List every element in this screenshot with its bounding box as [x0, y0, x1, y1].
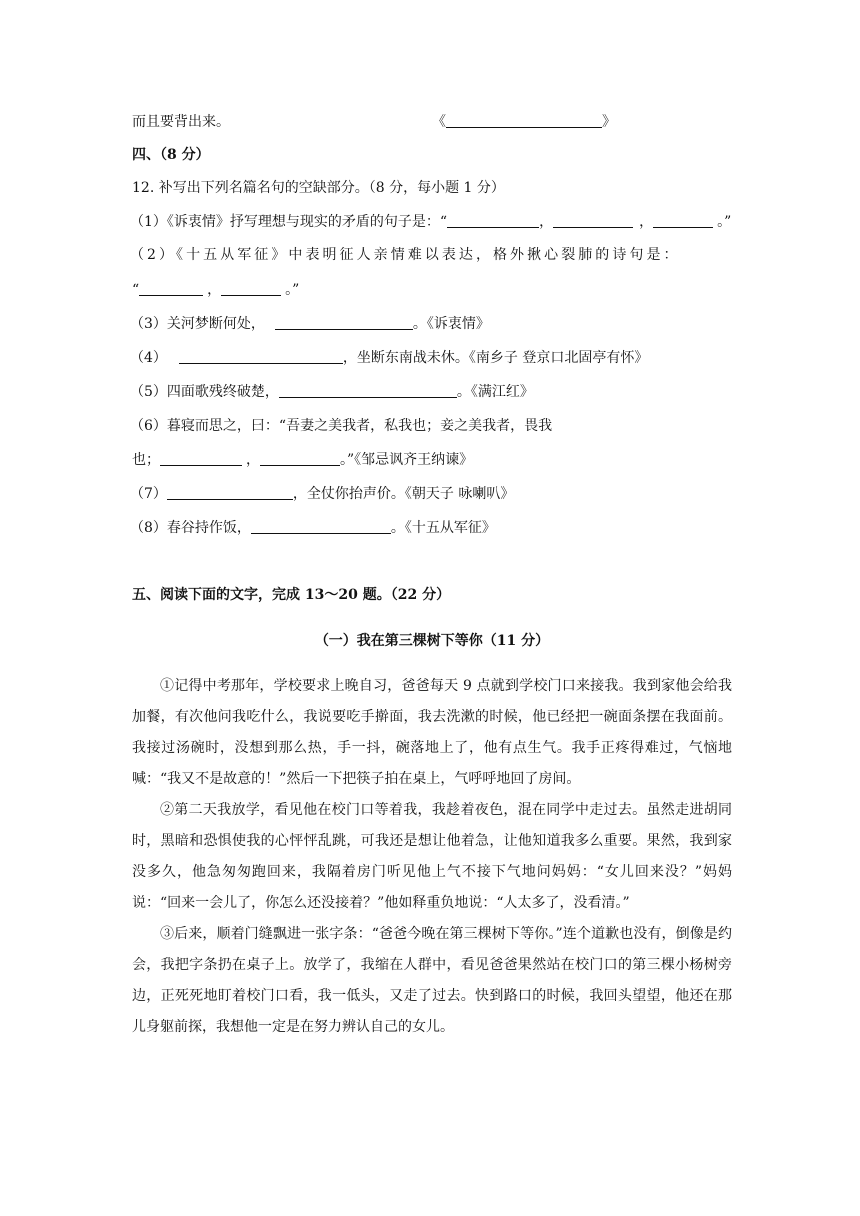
q12-item-8: （8）春谷持作饭， 。《十五从军征》 — [130, 520, 496, 536]
top-text: 而且要背出来。 — [132, 114, 230, 130]
q12-item-4: （4） ，坐断东南战未休。《南乡子 登京口北固亭有怀》 — [130, 350, 649, 366]
answer-blank[interactable] — [553, 213, 633, 228]
book-title-blank: 《 》 — [432, 114, 616, 130]
section-5-heading: 五、阅读下面的文字，完成 13～20 题。（22 分） — [132, 587, 451, 603]
answer-blank[interactable] — [139, 281, 203, 296]
answer-blank[interactable] — [446, 113, 602, 128]
answer-blank[interactable] — [260, 451, 340, 466]
q12-title: 12. 补写出下列名篇名句的空缺部分。（8 分，每小题 1 分） — [132, 180, 505, 196]
answer-blank[interactable] — [221, 281, 281, 296]
answer-blank[interactable] — [167, 485, 293, 500]
q12-item-5: （5）四面歌残终破楚， 。《满江红》 — [130, 384, 534, 400]
q12-item-6: （6）暮寝而思之，曰：“吾妻之美我者，私我也；妾之美我者，畏我 — [130, 418, 553, 434]
q12-item-2: （2）《十五从军征》中表明征人亲情难以表达，格外揪心裂肺的诗句是： — [130, 247, 681, 263]
answer-blank[interactable] — [279, 383, 457, 398]
answer-blank[interactable] — [179, 349, 343, 364]
q12-item-6-cont: 也； ， 。”《邹忌讽齐王纳谏》 — [132, 452, 474, 468]
answer-blank[interactable] — [447, 213, 539, 228]
passage-title: （一）我在第三棵树下等你（11 分） — [314, 633, 550, 649]
answer-blank[interactable] — [160, 451, 242, 466]
section-4-heading: 四、（8 分） — [132, 147, 210, 163]
answer-blank[interactable] — [653, 213, 713, 228]
paragraph-1: ①记得中考那年，学校要求上晚自习，爸爸每天 9 点就到学校门口来接我。我到家他会给我加餐，有次他问我吃什么，我说要吃手擀面，我去洗漱的时候，他已经把一碗面条摆在我面前。我接过汤碗时，没想到那么热，手一抖，碗落地上了，他有点生气。我手正疼得难过，气恼地喊：“我又不是故意的！”然后一下把筷子拍在桌上，气呼呼地回了房间。 — [132, 678, 732, 787]
paragraph-2: ②第二天我放学，看见他在校门口等着我，我趁着夜色，混在同学中走过去。虽然走进胡同时，黑暗和恐惧使我的心怦怦乱跳，可我还是想让他着急，让他知道我多么重要。果然，我到家没多久，他急匆匆跑回来，我隔着房门听见他上气不接下气地问妈妈：“女儿回来没？”妈妈说：“回来一会儿了，你怎么还没接着？”他如释重负地说：“人太多了，没看清。” — [132, 802, 732, 911]
passage-body — [132, 671, 732, 1043]
q12-item-7: （7） ，全仗你抬声价。《朝天子 咏喇叭》 — [130, 486, 515, 502]
answer-blank[interactable] — [275, 315, 413, 330]
q12-item-1: （1）《诉衷情》抒写理想与现实的矛盾的句子是：“ ， ， 。” — [130, 214, 732, 230]
paragraph-3: ③后来，顺着门缝飘进一张字条：“爸爸今晚在第三棵树下等你。”连个道歉也没有，倒像是约会，我把字条扔在桌子上。放学了，我缩在人群中，看见爸爸果然站在校门口的第三棵小杨树旁边，正死死地盯着校门口看，我一低头，又走了过去。快到路口的时候，我回头望望，他还在那儿身躯前探，我想他一定是在努力辨认自己的女儿。 — [132, 926, 732, 1035]
q12-item-3: （3）关河梦断何处， 。《诉衷情》 — [130, 316, 490, 332]
answer-blank[interactable] — [251, 519, 391, 534]
q12-item-2-cont: “ ， 。” — [132, 282, 300, 298]
top-line — [132, 112, 230, 132]
